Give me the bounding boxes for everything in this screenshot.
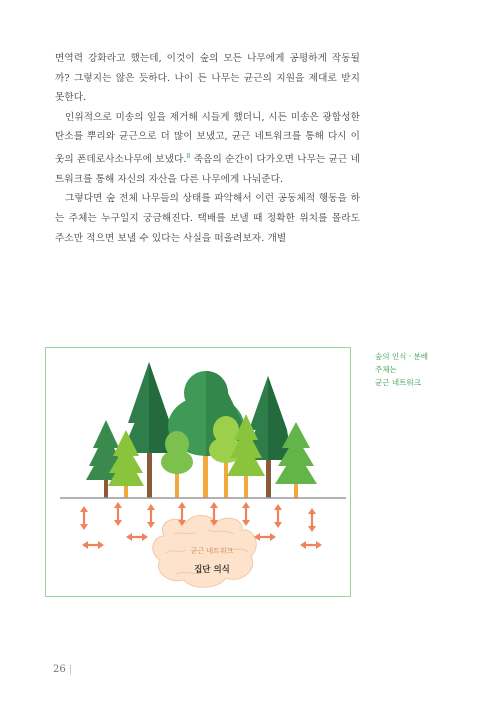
forest-network-figure xyxy=(45,347,351,597)
arrow-horizontal xyxy=(82,541,104,549)
arrow-vertical xyxy=(308,508,316,532)
body-text xyxy=(55,49,360,248)
arrow-vertical xyxy=(242,502,250,526)
arrow-vertical xyxy=(80,506,88,530)
page-number-divider: | xyxy=(68,664,73,675)
tree-light-round-left xyxy=(161,431,193,498)
brain-sublabel: 균근 네트워크 xyxy=(190,547,234,555)
arrow-horizontal xyxy=(126,533,148,541)
margin-note-line-2: 주체는 xyxy=(375,365,397,374)
arrow-horizontal xyxy=(300,541,322,549)
paragraph-2 xyxy=(55,108,360,190)
arrow-vertical xyxy=(274,504,282,528)
arrow-vertical xyxy=(114,502,122,526)
paragraph-2-text-b: 죽음의 순간이 다가오면 나무는 균근 네트워크를 통해 자신의 자산을 다른 나무에게 나눠준다. xyxy=(55,154,360,185)
paragraph-3: 그렇다면 숲 전체 나무들의 상태를 파악해서 이런 공동체적 행동을 하는 주체는 누구일지 궁금해진다. 택배를 보낼 때 정확한 위치를 몰라도 주소만 적으면 보낼 수 있다는 사실을 떠올려보자. 개별 xyxy=(55,193,360,244)
page-number-value: 26 xyxy=(53,664,66,675)
margin-note-line-3: 균근 네트워크 xyxy=(375,378,421,387)
brain-label: 집단 의식 xyxy=(194,565,230,575)
arrow-vertical xyxy=(147,504,155,528)
paragraph-2-text-a: 인위적으로 미송의 잎을 제거해 시들게 했더니, 시든 미송은 광합성한 탄소를 뿌리와 균근으로 더 많이 보냈고, 균근 네트워크를 통해 다시 이웃의 폰데로사소나무에 보냈다. xyxy=(55,111,360,166)
page-number xyxy=(53,664,72,675)
margin-note xyxy=(375,350,428,389)
paragraph-1: 면역력 강화라고 했는데, 이것이 숲의 모든 나무에게 공평하게 작동될까? 그렇지는 않은 듯하다. 나이 든 나무는 균근의 지원을 제대로 받지 못한다. xyxy=(55,53,360,104)
forest-illustration xyxy=(46,348,352,598)
arrow-horizontal xyxy=(254,533,276,541)
footnote-marker: 8 xyxy=(186,152,191,160)
margin-note-line-1: 숲의 인식 · 분배 xyxy=(375,352,429,361)
